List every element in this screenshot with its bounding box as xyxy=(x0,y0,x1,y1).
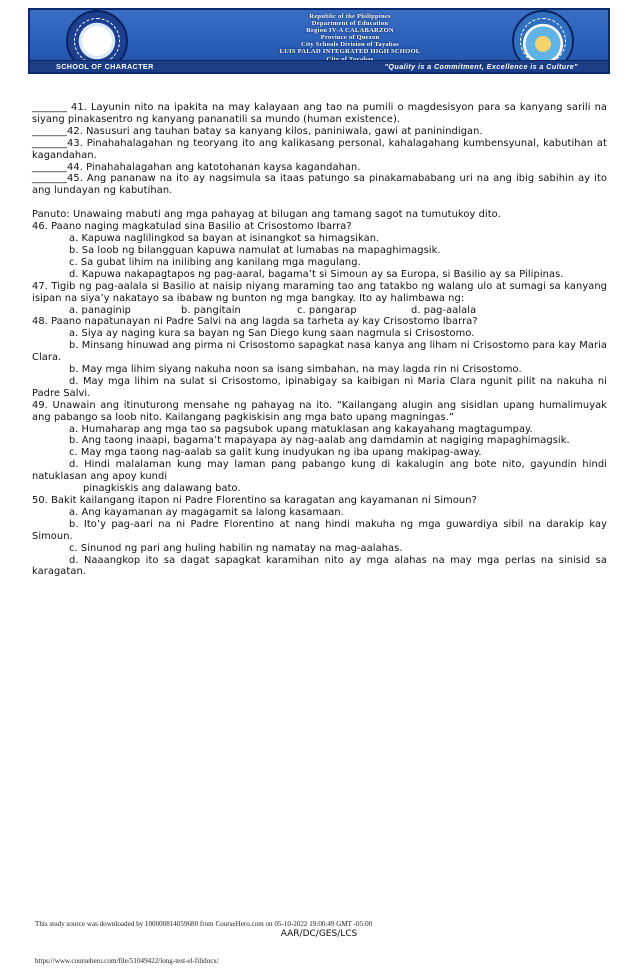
question-50-choice-d-text: d. Naaangkop ito sa dagat sapagkat karamihan nito ay mga alahas na may mga perlas na sinisid sa karagatan. xyxy=(32,554,607,578)
item-44: _______44. Pinahahalagahan ang katotohanan kaysa kagandahan. xyxy=(32,161,361,173)
item-41: _______ 41. Layunin nito na ipakita na may kalayaan ang tao na pumili o magdesisyon para sa kanyang sarili na siyang pinakasentro ng kanyang pananatili sa mundo (human existence). xyxy=(32,102,607,125)
download-source-note: This study source was downloaded by 100000814059680 from CourseHero.com on 05-10-2022 19:00:49 GMT -05:00 xyxy=(35,920,373,928)
item-45: _______45. Ang pananaw na ito ay nagsimula sa itaas patungo sa pinakamababang uri na ang ibig sabihin ay ito ang lundayan ng kabutihan. xyxy=(32,173,607,197)
school-header-banner xyxy=(28,8,610,74)
question-47-choice-d: d. pag-aalala xyxy=(411,304,477,316)
question-47-choices xyxy=(32,305,607,317)
school-motto-left: SCHOOL OF CHARACTER xyxy=(56,62,154,71)
question-49-choice-b xyxy=(32,435,607,447)
question-46-choice-a: a. Kapuwa naglilingkod sa bayan at isinangkot sa himagsikan. xyxy=(69,233,380,245)
question-48-choice-b2: b. May mga lihim siyang nakuha noon sa isang simbahan, na may lagda rin ni Crisostomo. xyxy=(69,364,522,376)
question-49-choice-d-continued: pinagkiskis ang dalawang bato. xyxy=(83,483,241,495)
question-48-choice-d xyxy=(32,376,607,400)
question-50-stem: 50. Bakit kailangang itapon ni Padre Florentino sa karagatan ang kayamanan ni Simoun? xyxy=(32,495,477,506)
question-47-choice-a: a. panaginip xyxy=(69,304,132,316)
header-line: City Schools Division of Tayabas xyxy=(300,41,399,49)
question-46-choice-d xyxy=(32,269,607,281)
question-46-choice-b: b. Sa loob ng bilangguan kapuwa namulat at lumabas na mapaghimagsik. xyxy=(69,244,441,256)
question-47-stem: 47. Tigib ng pag-aalala si Basilio at naisip niyang maraming tao ang tatakbo ng walang ulo at sumagi sa kanyang isipan na siya’y nakatayo sa ibabaw ng bunton ng mga bangkay. Ito ay halimbawa ng: xyxy=(32,280,607,304)
question-49-choice-b-text: b. Ang taong inaapi, bagama’t mapayapa ay nag-aalab ang damdamin at nagiging mapaghimagsik. xyxy=(69,435,570,447)
question-50-choice-c: c. Sinunod ng pari ang huling habilin ng namatay na mag-aalahas. xyxy=(69,542,403,554)
question-48-choice-b-text: b. Minsang hinuwad ang pirma ni Crisostomo sapagkat nasa kanya ang liham ni Crisostomo para kay Maria Clara. xyxy=(32,340,607,364)
instructions: Panuto: Unawaing mabuti ang mga pahayag at bilugan ang tamang sagot na tumutukoy dito. xyxy=(32,209,501,221)
question-49-choice-d-text: d. Hindi malalaman kung may laman pang pabango kung di kakalugin ang bote nito, gayundin hindi natuklasan ang apoy kundi xyxy=(32,459,607,483)
item-42: _______42. Nasusuri ang tauhan batay sa kanyang kilos, paniniwala, gawi at paninindigan. xyxy=(32,125,483,137)
header-line: Region IV-A CALABARZON xyxy=(306,27,394,35)
question-47-choice-b: b. pangitain xyxy=(181,304,241,316)
question-48-choice-a: a. Siya ay naging kura sa bayan ng San Diego kung saan nagmula si Crisostomo. xyxy=(69,328,475,340)
question-46-stem: 46. Paano naging magkatulad sina Basilio at Crisostomo Ibarra? xyxy=(32,221,352,233)
header-line: LUIS PALAD INTEGRATED HIGH SCHOOL xyxy=(279,48,421,56)
header-line: Republic of the Philippines xyxy=(309,13,391,20)
question-49-stem: 49. Unawain ang itinuturong mensahe ng pahayag na ito. “Kailangang alugin ang sisidlan upang humalimuyak ang pabango sa loob nito. Kailangang pagkiskisin ang mga bato upang magningas.” xyxy=(32,399,607,423)
question-50-choice-a: a. Ang kayamanan ay magagamit sa lalong kasamaan. xyxy=(69,506,344,518)
header-line: Province of Quezon xyxy=(320,34,380,42)
question-50-choice-b xyxy=(32,519,607,543)
question-46-choice-c: c. Sa gubat lihim na inilibing ang kanilang mga magulang. xyxy=(69,256,361,268)
header-line: Department of Education xyxy=(311,20,389,28)
item-43: _______43. Pinahahalagahan ng teoryang ito ang kalikasang personal, kahalagahang kumbensyunal, kabutihan at kagandahan. xyxy=(32,137,607,161)
question-47-choice-c: c. pangarap xyxy=(297,304,357,316)
question-49-choice-d xyxy=(32,459,607,483)
question-49-choice-c: c. May mga taong nag-aalab sa galit kung inudyukan ng iba upang makipag-away. xyxy=(69,447,482,459)
question-48-choice-d-text: d. May mga lihim na sulat si Crisostomo, ipinabigay sa kaibigan ni Maria Clara ngunit pilit na nakuha ni Padre Salvi. xyxy=(32,375,607,399)
question-50-choice-d xyxy=(32,555,607,579)
header-address-block xyxy=(250,13,450,63)
footer-code: AAR/DC/GES/LCS xyxy=(280,929,358,939)
question-48-choice-b xyxy=(32,340,607,364)
test-content xyxy=(32,102,607,578)
question-48-stem: 48. Paano napatunayan ni Padre Salvi na ang lagda sa tarheta ay kay Crisostomo Ibarra? xyxy=(32,316,478,328)
school-motto-right: "Quality is a Commitment, Excellence is a Culture" xyxy=(384,62,578,71)
question-50-choice-b-text: b. Ito’y pag-aari na ni Padre Florentino at nang hindi makuha ng mga guwardiya sibil na darakip kay Simoun. xyxy=(32,518,607,542)
question-49-choice-a: a. Humaharap ang mga tao sa pagsubok upang matuklasan ang kakayahang magtagumpay. xyxy=(69,423,533,435)
source-url-link[interactable]: https://www.coursehero.com/file/51049422/long-test-el-filidocx/ xyxy=(35,957,219,965)
question-46-choice-d-text: d. Kapuwa nakapagtapos ng pag-aaral, bagama’t si Simoun ay sa Europa, si Basilio ay sa Pilipinas. xyxy=(69,268,564,280)
